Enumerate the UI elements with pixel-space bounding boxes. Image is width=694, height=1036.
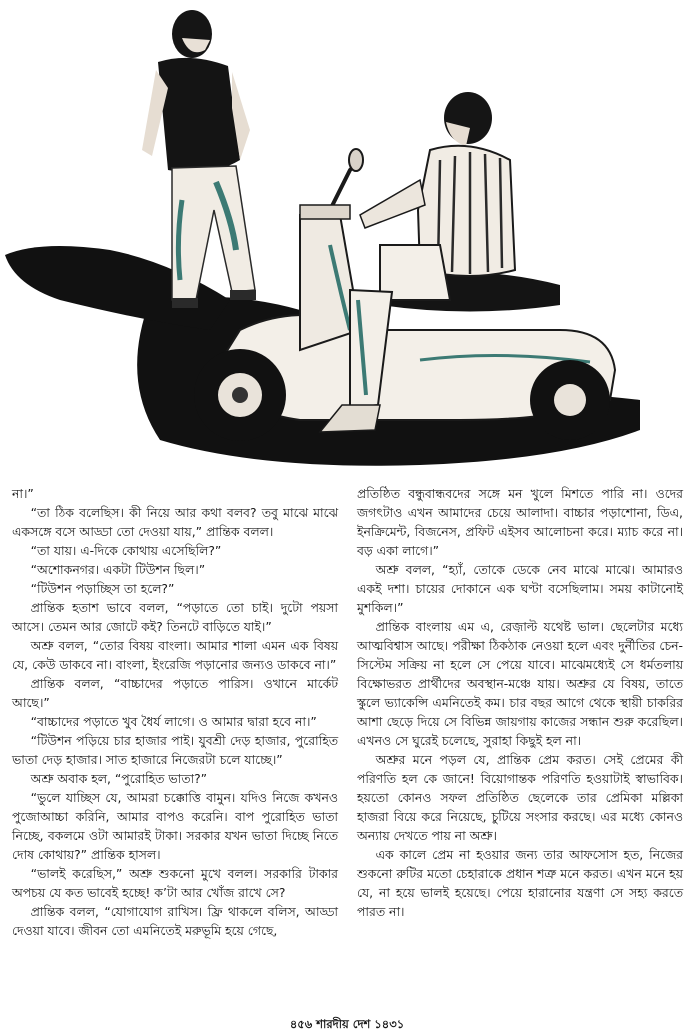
paragraph: প্রান্তিক বলল, “বাচ্চাদের পড়াতে পারিস। ওখানে মার্কেট আছে।”: [12, 676, 338, 710]
paragraph: প্রতিষ্ঠিত বন্ধুবান্ধবদের সঙ্গে মন খুলে মিশতে পারি না। ওদের জগৎটাও এখন আমাদের চেয়ে আলাদা। বাচ্চার পড়াশোনা, ডিএ, ইনক্রিমেন্ট, বিজনেস, প্রফিট এইসব আলোচনা করে। ম্যাচ করে না। বড় একা লাগে।”: [357, 486, 683, 558]
paragraph: প্রান্তিক বাংলায় এম এ, রেজ়াল্ট যথেষ্ট ভাল। ছেলেটার মধ্যে আত্মবিশ্বাস আছে। পরীক্ষা ঠিকঠাক নেওয়া হলে এবং দুর্নীতির চেন-সিস্টেম সক্রিয় না হলে সে পেয়ে যাবে। মাঝেমধ্যেই সে ধর্মতলায় বিক্ষোভরত প্রার্থীদের অবস্থান-মঞ্চে যায়। অশ্রুর যে বিষয়, তাতে স্কুলে ভ্যাকেন্সি এমনিতেই কম। চার বছর আগে থেকে স্থায়ী চাকরির আশা ছেড়ে দিয়ে সে বিভিন্ন জায়গায় কাজের সন্ধান শুরু করেছিল। এখনও সে ঘুরেই চলেছে, সুরাহা কিছুই হল না।: [357, 619, 683, 748]
paragraph: অশ্রু বলল, “তোর বিষয় বাংলা। আমার শালা এমন এক বিষয় যে, কেউ ডাকবে না। বাংলা, ইংরেজি পড়ানোর জন্যও ডাকবে না।”: [12, 638, 338, 672]
page-footer: ৪৫৬ শারদীয় দেশ ১৪৩১: [289, 1017, 405, 1031]
paragraph: “ভালই করেছিস,” অশ্রু শুকনো মুখে বলল। সরকারি টাকার অপচয় যে কত ভাবেই হচ্ছে! ক’টা আর খোঁজ রাখে সে?: [12, 866, 338, 900]
paragraph: “তা যায়। এ-দিকে কোথায় এসেছিলি?”: [30, 543, 222, 558]
paragraph: এক কালে প্রেম না হওয়ার জন্য তার আফসোস হত, নিজের শুকনো রুটির মতো চেহারাকে প্রধান শত্রু মনে করত। এখন মনে হয় যে, না হয়ে ভালই হয়েছে। পেয়ে হারানোর যন্ত্রণা সে সহ্য করতে পারত না।: [357, 847, 683, 919]
paragraph: প্রান্তিক বলল, “যোগাযোগ রাখিস। ফ্রি থাকলে বলিস, আড্ডা দেওয়া যাবে। জীবন তো এমনিতেই মরুভূমি হয়ে গেছে,: [12, 904, 338, 938]
paragraph: “টিউশন পড়িয়ে চার হাজার পাই। যুবশ্রী দেড় হাজার, পুরোহিত ভাতা দেড় হাজার। সাত হাজারে নিজেরটা চলে যাচ্ছে।”: [12, 733, 338, 767]
paragraph: “বাচ্চাদের পড়াতে খুব ধৈর্য লাগে। ও আমার দ্বারা হবে না।”: [30, 714, 317, 729]
paragraph: অশ্রু বলল, “হ্যাঁ, তোকে ডেকে নেব মাঝে মাঝে। আমারও একই দশা। চায়ের দোকানে এক ঘণ্টা বসেছিলাম। সময় কাটানোই মুশকিল।”: [357, 562, 683, 615]
woman-figure: [142, 10, 256, 308]
text-column-right: [357, 484, 683, 921]
story-illustration: [0, 0, 694, 478]
paragraph: “ভুলে যাচ্ছিস যে, আমরা চক্কোত্তি বামুন। যদিও নিজে কখনও পুজোআচ্চা করিনি, আমার বাপও করেনি। বাপ পুরোহিত ভাতা নিচ্ছে, বকলমে ওটা আমারই টাকা। সরকার যখন ভাতা দিচ্ছে নিতে দোষ কোথায়?” প্রান্তিক হাসল।: [12, 790, 338, 862]
paragraph: না।”: [12, 486, 34, 501]
paragraph: “টিউশন পড়াচ্ছিস তা হলে?”: [30, 581, 175, 596]
paragraph: “তা ঠিক বলেছিস। কী নিয়ে আর কথা বলব? তবু মাঝে মাঝে একসঙ্গে বসে আড্ডা তো দেওয়া যায়,” প্রান্তিক বলল।: [12, 505, 338, 539]
paragraph: প্রান্তিক হতাশ ভাবে বলল, “পড়াতে তো চাই। দুটো পয়সা আসে। তেমন আর জোটে কই? তিনটে বাড়িতে যাই।”: [12, 600, 338, 634]
text-column-left: [12, 484, 338, 940]
paragraph: অশ্রু অবাক হল, “পুরোহিত ভাতা?”: [30, 771, 208, 786]
paragraph: “অশোকনগর। একটা টিউশন ছিল।”: [30, 562, 206, 577]
paragraph: অশ্রুর মনে পড়ল যে, প্রান্তিক প্রেম করত। সেই প্রেমের কী পরিণতি হল কে জানে! বিয়োগান্তক পরিণতি হওয়াটাই স্বাভাবিক। হয়তো কোনও সফল প্রতিষ্ঠিত ছেলেকে তার প্রেমিকা মল্লিকা হাজরা বিয়ে করে নিয়েছে, চুটিয়ে সংসার করছে। এর মধ্যে কোনও অন্যায় দেখতে পায় না অশ্রু।: [357, 752, 683, 843]
